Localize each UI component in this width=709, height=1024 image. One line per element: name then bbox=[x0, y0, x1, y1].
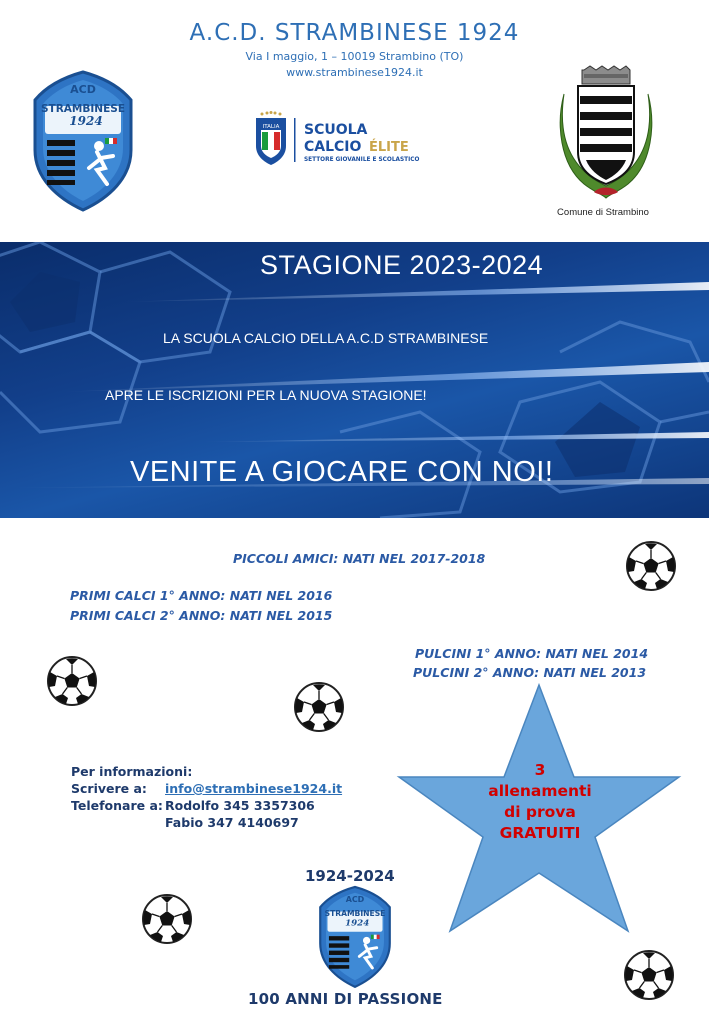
season-banner bbox=[0, 242, 709, 518]
free-trial-line-3: GRATUITI bbox=[499, 824, 581, 842]
svg-text:SETTORE GIOVANILE E SCOLASTICO: SETTORE GIOVANILE E SCOLASTICO bbox=[304, 157, 420, 163]
contact-info bbox=[71, 763, 342, 831]
season-title: STAGIONE 2023-2024 bbox=[260, 250, 544, 280]
write-label: Scrivere a: bbox=[71, 781, 147, 796]
club-title: A.C.D. STRAMBINESE 1924 bbox=[189, 20, 520, 46]
email-link[interactable]: info@strambinese1924.it bbox=[165, 781, 343, 796]
club-badge-logo bbox=[28, 68, 138, 213]
football-icon bbox=[621, 947, 677, 1003]
svg-text:SCUOLA: SCUOLA bbox=[304, 122, 368, 138]
phone-label: Telefonare a: bbox=[71, 798, 163, 813]
football-icon bbox=[44, 653, 100, 709]
svg-text:ITALIA: ITALIA bbox=[262, 124, 280, 130]
football-icon bbox=[291, 679, 347, 735]
comune-label: Comune di Strambino bbox=[557, 207, 649, 218]
centenary-slogan: 100 ANNI DI PASSIONE bbox=[248, 990, 443, 1008]
category-piccoli-amici: PICCOLI AMICI: NATI NEL 2017-2018 bbox=[233, 551, 486, 566]
free-trial-line-2: di prova bbox=[504, 803, 576, 821]
banner-line-2: APRE LE ISCRIZIONI PER LA NUOVA STAGIONE! bbox=[105, 387, 427, 403]
comune-strambino-coat-of-arms bbox=[550, 64, 662, 206]
club-address: Via I maggio, 1 – 10019 Strambino (TO) bbox=[245, 50, 464, 63]
svg-text:ÉLITE: ÉLITE bbox=[369, 140, 409, 155]
svg-text:ACD: ACD bbox=[345, 895, 365, 905]
figc-scuola-calcio-elite-logo bbox=[252, 110, 442, 170]
contact-rodolfo: Rodolfo 345 3357306 bbox=[165, 798, 315, 813]
category-primi-calci-2: PRIMI CALCI 2° ANNO: NATI NEL 2015 bbox=[70, 608, 333, 623]
category-pulcini-1: PULCINI 1° ANNO: NATI NEL 2014 bbox=[415, 646, 649, 661]
football-icon bbox=[139, 891, 195, 947]
club-website[interactable]: www.strambinese1924.it bbox=[286, 66, 423, 79]
free-trial-line-1: allenamenti bbox=[488, 782, 592, 800]
svg-text:CALCIO: CALCIO bbox=[304, 139, 362, 155]
svg-text:1924: 1924 bbox=[345, 918, 370, 929]
svg-text:1924: 1924 bbox=[69, 114, 103, 128]
centenary-club-badge-logo bbox=[300, 884, 410, 989]
svg-text:ACD: ACD bbox=[70, 83, 96, 96]
free-trial-number: 3 bbox=[534, 761, 546, 779]
category-primi-calci-1: PRIMI CALCI 1° ANNO: NATI NEL 2016 bbox=[70, 588, 333, 603]
banner-line-1: LA SCUOLA CALCIO DELLA A.C.D STRAMBINESE bbox=[163, 330, 489, 346]
contact-fabio: Fabio 347 4140697 bbox=[165, 815, 299, 830]
free-trial-text bbox=[445, 760, 635, 844]
svg-text:STRAMBINESE: STRAMBINESE bbox=[41, 103, 125, 115]
banner-call-to-action: VENITE A GIOCARE CON NOI! bbox=[130, 456, 554, 488]
category-pulcini-2: PULCINI 2° ANNO: NATI NEL 2013 bbox=[413, 665, 647, 680]
football-icon bbox=[623, 538, 679, 594]
info-heading: Per informazioni: bbox=[71, 764, 193, 779]
centenary-years: 1924-2024 bbox=[305, 867, 395, 885]
svg-text:STRAMBINESE: STRAMBINESE bbox=[324, 908, 386, 918]
